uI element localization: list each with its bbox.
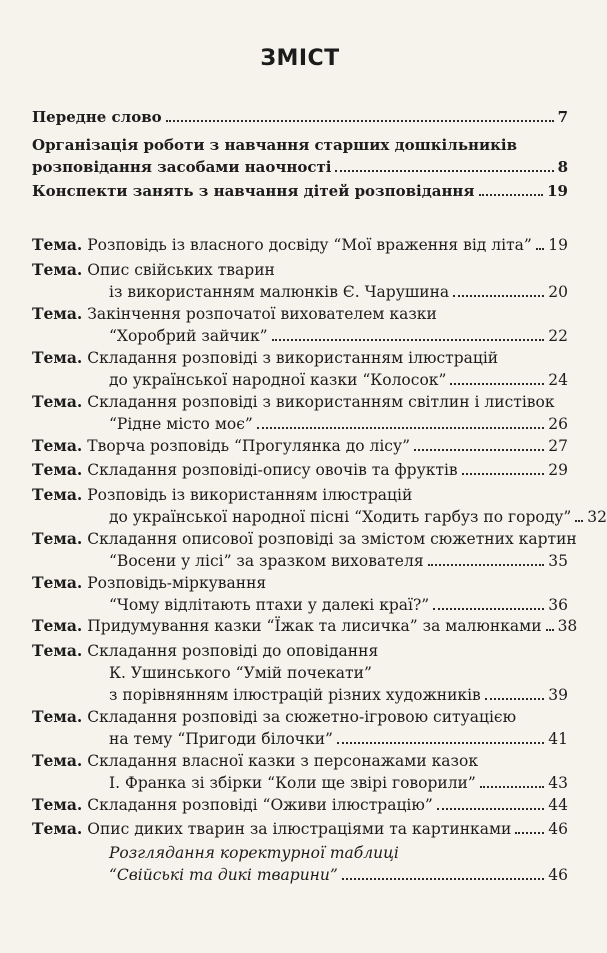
leader-dots xyxy=(479,194,544,196)
page-number: 8 xyxy=(557,158,568,176)
leader-dots xyxy=(342,878,544,880)
leader-dots xyxy=(335,170,553,172)
page-number: 43 xyxy=(548,774,568,792)
toc-topic[interactable] xyxy=(32,484,607,528)
topic-label: Тема. xyxy=(32,260,83,279)
page-number: 38 xyxy=(557,617,578,635)
toc-topic[interactable] xyxy=(32,572,568,616)
toc-topic[interactable] xyxy=(32,234,568,256)
leader-dots xyxy=(575,520,583,522)
page-number: 7 xyxy=(557,108,568,126)
entry-text: на тему “Пригоди білочки” xyxy=(109,730,333,748)
entry-text: К. Ушинського “Умій почекати” xyxy=(109,664,372,682)
leader-dots xyxy=(453,295,544,297)
entry-text: Закінчення розпочатої вихователем казки xyxy=(87,305,437,323)
leader-dots xyxy=(480,786,544,788)
toc-topic[interactable] xyxy=(32,303,568,347)
entry-text: Складання розповіді за сюжетно-ігровою ситуацією xyxy=(87,708,517,726)
entry-text: із використанням малюнків Є. Чарушина xyxy=(109,283,450,301)
toc-topic[interactable] xyxy=(32,391,568,435)
topic-label: Тема. xyxy=(32,235,83,254)
toc-topic[interactable] xyxy=(32,750,568,794)
entry-text: Творча розповідь “Прогулянка до лісу” xyxy=(87,437,411,455)
page-number: 39 xyxy=(548,686,568,704)
entry-text: до української народної пісні “Ходить гарбуз по городу” xyxy=(109,508,572,526)
page-number: 19 xyxy=(547,182,568,200)
leader-dots xyxy=(272,339,545,341)
leader-dots xyxy=(450,383,544,385)
entry-text: Опис свійських тварин xyxy=(87,261,275,279)
page-number: 32 xyxy=(587,508,607,526)
leader-dots xyxy=(414,449,544,451)
topic-label: Тема. xyxy=(32,819,83,838)
entry-text: “Хоробрий зайчик” xyxy=(109,327,268,345)
toc-topic[interactable] xyxy=(32,435,568,457)
entry-text: Складання розповіді-опису овочів та фруктів xyxy=(87,461,458,479)
entry-text: з порівнянням ілюстрацій різних художників xyxy=(109,686,481,704)
entry-text: Опис диких тварин за ілюстраціями та картинками xyxy=(87,820,512,838)
toc-topic[interactable] xyxy=(32,259,568,303)
toc-topic[interactable] xyxy=(32,706,568,750)
entry-text: “Свійські та дикі тварини” xyxy=(109,866,338,884)
topic-label: Тема. xyxy=(32,460,83,479)
page-number: 44 xyxy=(548,796,568,814)
entry-text: Складання розповіді з використанням ілюстрацій xyxy=(87,349,499,367)
entry-text: Розповідь із власного досвіду “Мої враження від літа” xyxy=(87,236,532,254)
page-number: 36 xyxy=(548,596,568,614)
entry-text: до української народної казки “Колосок” xyxy=(109,371,447,389)
entry-text: “Рідне місто моє” xyxy=(109,415,253,433)
topic-label: Тема. xyxy=(32,795,83,814)
entry-text: “Чому відлітають птахи у далекі краї?” xyxy=(109,596,430,614)
page-number: 19 xyxy=(548,236,568,254)
topic-label: Тема. xyxy=(32,485,83,504)
entry-text: Складання розповіді з використанням світлин і листівок xyxy=(87,393,555,411)
toc-topic[interactable] xyxy=(32,640,568,706)
toc-topic[interactable] xyxy=(32,459,568,481)
page-number: 29 xyxy=(548,461,568,479)
entry-text: Передне слово xyxy=(32,108,162,126)
topic-label: Тема. xyxy=(32,707,83,726)
toc-topic[interactable] xyxy=(32,528,577,572)
entry-text: І. Франка зі збірки “Коли ще звірі говорили” xyxy=(109,774,476,792)
entry-text: Складання розповіді до оповідання xyxy=(87,642,379,660)
topic-label: Тема. xyxy=(32,641,83,660)
toc-topic[interactable] xyxy=(32,347,568,391)
topic-label: Тема. xyxy=(32,348,83,367)
page-number: 27 xyxy=(548,437,568,455)
page-number: 22 xyxy=(548,327,568,345)
topic-label: Тема. xyxy=(32,751,83,770)
page-title: ЗМІСТ xyxy=(260,46,340,71)
entry-text: Складання описової розповіді за змістом сюжетних картин xyxy=(87,530,577,548)
page-number: 41 xyxy=(548,730,568,748)
entry-text: Складання власної казки з персонажами казок xyxy=(87,752,479,770)
page-number: 35 xyxy=(548,552,568,570)
entry-text: Організація роботи з навчання старших дошкільників xyxy=(32,136,518,154)
leader-dots xyxy=(257,427,544,429)
entry-text: “Восени у лісі” за зразком вихователя xyxy=(109,552,424,570)
topic-label: Тема. xyxy=(32,616,83,635)
page-number: 24 xyxy=(548,371,568,389)
leader-dots xyxy=(462,473,545,475)
toc-topic[interactable] xyxy=(32,615,578,637)
leader-dots xyxy=(433,608,544,610)
topic-label: Тема. xyxy=(32,573,83,592)
topic-label: Тема. xyxy=(32,436,83,455)
leader-dots xyxy=(536,248,544,250)
entry-text: Розповідь-міркування xyxy=(87,574,267,592)
leader-dots xyxy=(166,120,554,122)
toc-entry-organization[interactable] xyxy=(32,134,568,178)
toc-appendix[interactable] xyxy=(32,842,568,886)
entry-text: Розповідь із використанням ілюстрацій xyxy=(87,486,413,504)
page-number: 26 xyxy=(548,415,568,433)
topic-label: Тема. xyxy=(32,304,83,323)
topic-label: Тема. xyxy=(32,529,83,548)
toc-entry-foreword[interactable] xyxy=(32,106,568,128)
entry-text: Складання розповіді “Оживи ілюстрацію” xyxy=(87,796,433,814)
leader-dots xyxy=(428,564,545,566)
toc-topic[interactable] xyxy=(32,818,568,840)
leader-dots xyxy=(515,832,544,834)
page-number: 46 xyxy=(548,820,568,838)
toc-entry-summaries[interactable] xyxy=(32,180,568,202)
page-number: 20 xyxy=(548,283,568,301)
leader-dots xyxy=(337,742,544,744)
leader-dots xyxy=(437,808,544,810)
entry-text: розповідання засобами наочності xyxy=(32,158,332,176)
toc-topic[interactable] xyxy=(32,794,568,816)
page-number: 46 xyxy=(548,866,568,884)
leader-dots xyxy=(485,698,544,700)
topic-label: Тема. xyxy=(32,392,83,411)
entry-text: Конспекти занять з навчання дітей розповідання xyxy=(32,182,475,200)
leader-dots xyxy=(546,629,554,631)
entry-text: Розглядання коректурної таблиці xyxy=(109,844,399,862)
entry-text: Придумування казки “Їжак та лисичка” за малюнками xyxy=(87,617,542,635)
